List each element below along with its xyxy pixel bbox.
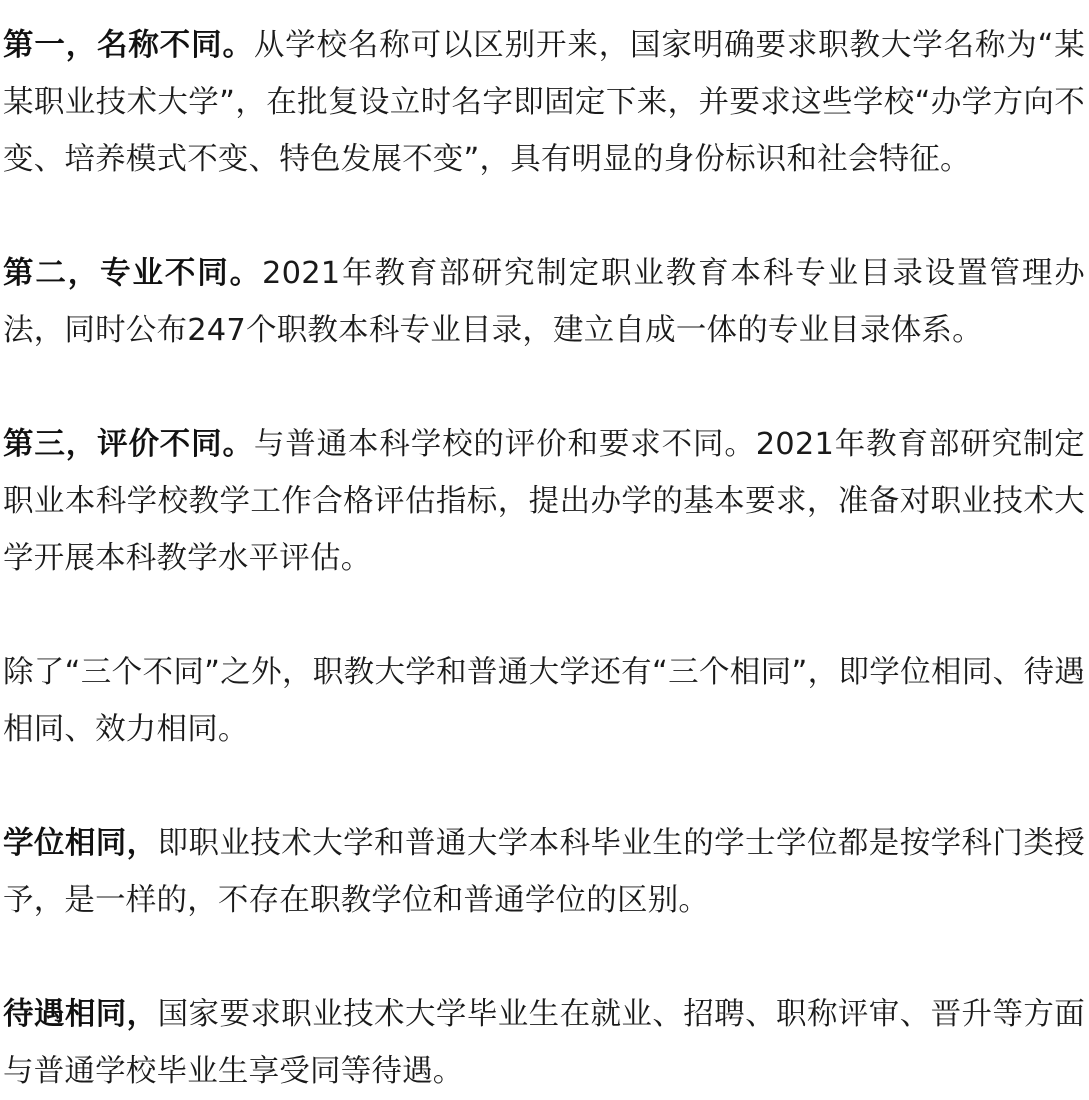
paragraph-text: 从学校名称可以区别开来，国家明确要求职教大学名称为“某某职业技术大学”，在批复设立时名字即固定下来，并要求这些学校“办学方向不变、培养模式不变、特色发展不变”，具有明显的身份标识和社会特征。 — [3, 28, 1085, 177]
paragraph-treatment-same — [3, 986, 1085, 1100]
paragraph-text: 国家要求职业技术大学毕业生在就业、招聘、职称评审、晋升等方面与普通学校毕业生享受同等待遇。 — [3, 997, 1086, 1089]
paragraph-lead: 待遇相同， — [3, 997, 158, 1032]
paragraph-lead: 第二，专业不同。 — [3, 256, 262, 291]
article-body — [3, 17, 1085, 1100]
paragraph-text: 2021年教育部研究制定职业教育本科专业目录设置管理办法，同时公布247个职教本科专业目录，建立自成一体的专业目录体系。 — [3, 256, 1085, 348]
paragraph-lead: 学位相同， — [3, 826, 158, 861]
paragraph-evaluation-difference — [3, 416, 1085, 587]
paragraph-major-difference — [3, 245, 1085, 359]
paragraph-text: 与普通本科学校的评价和要求不同。2021年教育部研究制定职业本科学校教学工作合格评估指标，提出办学的基本要求，准备对职业技术大学开展本科教学水平评估。 — [3, 427, 1086, 576]
paragraph-text: 除了“三个不同”之外，职教大学和普通大学还有“三个相同”，即学位相同、待遇相同、效力相同。 — [3, 655, 1085, 747]
paragraph-three-similarities — [3, 644, 1085, 758]
paragraph-lead: 第一，名称不同。 — [3, 28, 254, 63]
paragraph-lead: 第三，评价不同。 — [3, 427, 254, 462]
paragraph-degree-same — [3, 815, 1085, 929]
paragraph-name-difference — [3, 17, 1085, 188]
paragraph-text: 即职业技术大学和普通大学本科毕业生的学士学位都是按学科门类授予，是一样的，不存在职教学位和普通学位的区别。 — [3, 826, 1086, 918]
